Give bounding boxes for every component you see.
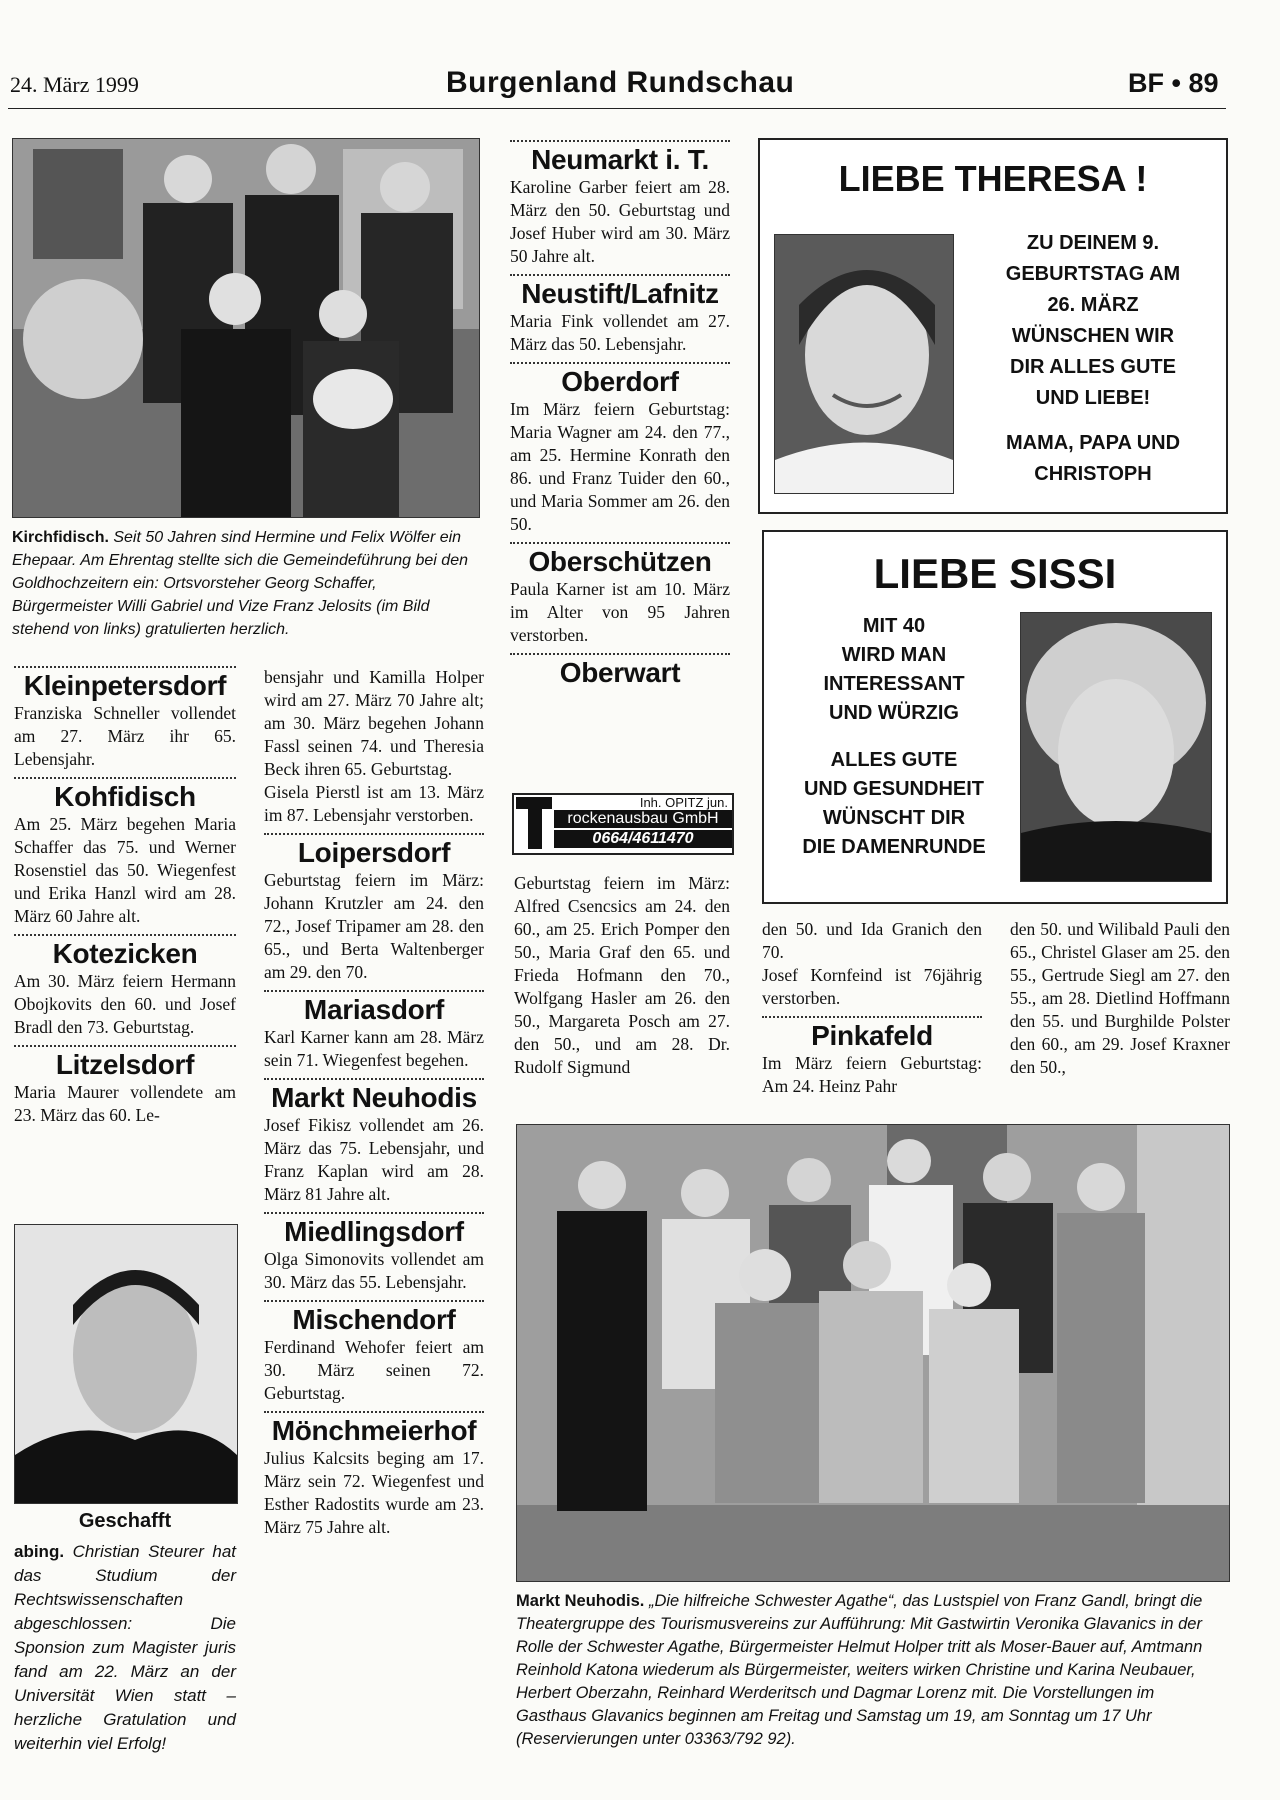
section-title: Pinkafeld: [811, 1020, 933, 1051]
ad-company: rockenausbau GmbH: [554, 810, 732, 828]
ad-line: MIT 40: [862, 615, 926, 637]
newspaper-title: Burgenland Rundschau: [446, 66, 795, 99]
photo-portrait-graduate: [14, 1224, 238, 1504]
column-2: [264, 666, 484, 1539]
photo-sissi: [1020, 612, 1212, 882]
section-oberdorf: [510, 362, 730, 536]
section-moenchmeierhof: [264, 1411, 484, 1539]
section-text: Karoline Garber feiert am 28. März den 50. Geburtstag und Josef Huber wird am 30. März 50 Jahre alt.: [510, 177, 730, 266]
ad-liebe-theresa: [758, 138, 1228, 514]
section-text: Am 25. März begehen Maria Schaffer das 75. und Werner Rosenstiel das 50. Wiegenfest und Erika Hanzl wird am 28. März 60 Jahre alt.: [14, 814, 236, 926]
ad-line: UND LIEBE!: [1035, 387, 1151, 409]
section-oberwart: [510, 653, 730, 689]
portrait-caption: [14, 1540, 236, 1756]
section-title: Oberdorf: [561, 366, 679, 397]
ad-line: ALLES GUTE: [830, 749, 958, 771]
section-title: Oberwart: [559, 657, 681, 688]
ad-line: DIR ALLES GUTE: [1010, 356, 1176, 378]
continued-text: bensjahr und Kamilla Holper wird am 27. März 70 Jahre alt; am 30. März begehen Johann Fassl seinen 74. und Theresia Beck ihren 65. Geburtstag.: [264, 667, 484, 779]
section-title: Mariasdorf: [303, 994, 445, 1025]
column-1: [14, 666, 236, 1127]
ad-line: GEBURTSTAG AM: [1005, 263, 1181, 285]
section-title: Mischendorf: [292, 1304, 456, 1335]
section-text: Karl Karner kann am 28. März sein 71. Wiegenfest begehen.: [264, 1027, 484, 1070]
section-text: Josef Fikisz vollendet am 26. März das 75. Lebensjahr, und Franz Kaplan wird am 28. März 81 Jahre alt.: [264, 1115, 484, 1204]
section-text: Am 30. März feiern Hermann Obojkovits den 60. und Josef Bradl den 73. Geburtstag.: [14, 971, 236, 1037]
photo2-caption: [516, 1590, 1228, 1751]
section-title: Kohfidisch: [54, 781, 196, 812]
caption-place: Markt Neuhodis.: [516, 1592, 645, 1610]
section-text: Im März feiern Geburtstag: Am 24. Heinz Pahr: [762, 1053, 982, 1096]
section-title: Neustift/Lafnitz: [521, 278, 719, 309]
section-text: Franziska Schneller vollendet am 27. März ihr 65. Lebensjahr.: [14, 703, 236, 769]
section-text: Im März feiern Geburtstag: Maria Wagner am 24. den 77., am 25. Hermine Konrath den 86. und Franz Tuider den 60., und Maria Sommer am 26. den 50.: [510, 399, 730, 534]
ad-opitz: [512, 793, 734, 855]
section-text: Paula Karner ist am 10. März im Alter von 95 Jahren verstorben.: [510, 579, 730, 645]
section-text: Ferdinand Wehofer feiert am 30. März seinen 72. Geburtstag.: [264, 1337, 484, 1403]
section-neumarkt: [510, 140, 730, 268]
ad-signature: MAMA, PAPA UND: [1005, 432, 1181, 454]
ad-liebe-sissi: [762, 530, 1228, 904]
caption-text: Christian Steurer hat das Studium der Rechtswissenschaften abgeschlossen: Die Sponsion zum Magister juris fand am 22. März an der Universität Wien statt – herzliche Gratulation und weiterhin viel Erfolg!: [14, 1542, 236, 1753]
section-text: Maria Fink vollendet am 27. März das 50. Lebensjahr.: [510, 311, 730, 354]
opitz-logo-icon: [516, 797, 552, 849]
caption-text: „Die hilfreiche Schwester Agathe“, das Lustspiel von Franz Gandl, bringt die Theatergruppe des Tourismusvereins zur Aufführung: Mit Gastwirtin Veronika Glavanics in der Rolle der Schwester Agathe, Bürgermeister Helmut Holper tritt als Moser-Bauer auf, Amtmann Reinhold Katona wiederum als Bürgermeister, weiters wirken Christine und Karina Neubauer, Herbert Oberzahn, Reinhard Werderitsch und Dagmar Lorenz mit. Die Vorstellungen im Gasthaus Glavanics beginnen am Freitag und Samstag um 19, am Sonntag um 17 Uhr (Reservierungen unter 03363/792 92).: [516, 1592, 1203, 1748]
section-title: Oberschützen: [528, 546, 712, 577]
continued-text: den 50. und Wilibald Pauli den 65., Christel Glaser am 25. den 55., Gertrude Siegl am 27. den 55., am 28. Dietlind Hoffmann den 55. und Burghilde Polster den 60., am 29. Josef Kraxner den 50.,: [1010, 919, 1230, 1077]
section-title: Neumarkt i. T.: [531, 144, 709, 175]
column-3-continued: [514, 872, 730, 1079]
ad-line: WÜNSCHT DIR: [822, 807, 966, 829]
page-number: BF • 89: [1128, 68, 1219, 98]
ad-phone: 0664/4611470: [554, 830, 732, 848]
ad-message: [970, 228, 1216, 490]
ad-message: [774, 612, 1014, 862]
column-3: [510, 140, 730, 689]
caption-place: abing.: [14, 1542, 65, 1561]
ad-line: UND GESUNDHEIT: [803, 778, 984, 800]
section-markt-neuhodis: [264, 1078, 484, 1206]
section-neustift-lafnitz: [510, 274, 730, 356]
section-loipersdorf: [264, 833, 484, 984]
section-text: Geburtstag feiern im März: Johann Krutzler am 24. den 72., Josef Tripamer am 28. den 65., und Berta Waltenberger am 29. den 70.: [264, 870, 484, 982]
oberwart-text: Geburtstag feiern im März: Alfred Csencsics am 24. den 60., am 25. Erich Pomper den 50., Maria Graf den 65. und Frieda Hofmann den 70., Wolfgang Hasler am 26. den 50., Margareta Posch am 27. den 50., und am 28. Dr. Rudolf Sigmund: [514, 873, 730, 1077]
section-mischendorf: [264, 1300, 484, 1405]
photo1-caption: [12, 526, 478, 641]
section-kotezicken: [14, 934, 236, 1039]
section-text: Maria Maurer vollendete am 23. März das 60. Le-: [14, 1082, 236, 1125]
continued-text-2: Gisela Pierstl ist am 13. März im 87. Lebensjahr verstorben.: [264, 782, 484, 825]
ad-line: WÜNSCHEN WIR: [1011, 325, 1175, 347]
portrait-heading: Geschafft: [78, 1510, 172, 1532]
ad-line: WIRD MAN: [841, 644, 947, 666]
section-text: Olga Simonovits vollendet am 30. März das 55. Lebensjahr.: [264, 1249, 484, 1292]
photo-theresa: [774, 234, 954, 494]
ad-line: DIE DAMENRUNDE: [802, 836, 986, 858]
section-title: Kotezicken: [52, 938, 198, 969]
issue-date: 24. März 1999: [10, 72, 139, 97]
section-title: Markt Neuhodis: [271, 1082, 477, 1113]
section-title: Litzelsdorf: [55, 1049, 195, 1080]
column-5: [1010, 918, 1230, 1079]
section-litzelsdorf: [14, 1045, 236, 1127]
continued-text-2: Josef Kornfeind ist 76jährig verstorben.: [762, 965, 982, 1008]
section-title: Loipersdorf: [297, 837, 451, 868]
section-mariasdorf: [264, 990, 484, 1072]
caption-place: Kirchfidisch.: [12, 529, 109, 546]
photo-theatre-group: [516, 1124, 1230, 1582]
ad-line: 26. MÄRZ: [1047, 294, 1139, 316]
section-title: Kleinpetersdorf: [23, 670, 227, 701]
section-pinkafeld: [762, 1016, 982, 1098]
photo-golden-wedding: [12, 138, 480, 518]
section-text: Julius Kalcsits beging am 17. März sein 72. Wiegenfest und Esther Radostits wurde am 23. März 75 Jahre alt.: [264, 1448, 484, 1537]
section-miedlingsdorf: [264, 1212, 484, 1294]
ad-signature: CHRISTOPH: [1034, 463, 1152, 485]
section-title: Miedlingsdorf: [284, 1216, 464, 1247]
section-kleinpetersdorf: [14, 666, 236, 771]
header-rule: [8, 108, 1226, 109]
section-oberschuetzen: [510, 542, 730, 647]
ad-owner: Inh. OPITZ jun.: [639, 795, 728, 810]
ad-line: UND WÜRZIG: [829, 702, 959, 724]
ad-title: LIEBE THERESA !: [838, 158, 1148, 199]
section-title: Mönchmeierhof: [271, 1415, 477, 1446]
ad-title: LIEBE SISSI: [873, 550, 1117, 597]
continued-text: den 50. und Ida Granich den 70.: [762, 919, 982, 962]
ad-line: ZU DEINEM 9.: [1026, 232, 1160, 254]
ad-line: INTERESSANT: [823, 673, 965, 695]
section-kohfidisch: [14, 777, 236, 928]
column-4: [762, 918, 982, 1098]
caption-text: Seit 50 Jahren sind Hermine und Felix Wölfer ein Ehepaar. Am Ehrentag stellte sich die Gemeindeführung bei den Goldhochzeitern ein: Ortsvorsteher Georg Schaffer, Bürgermeister Willi Gabriel und Vize Franz Jelosits (im Bild stehend von links) gratulierten herzlich.: [12, 529, 468, 638]
